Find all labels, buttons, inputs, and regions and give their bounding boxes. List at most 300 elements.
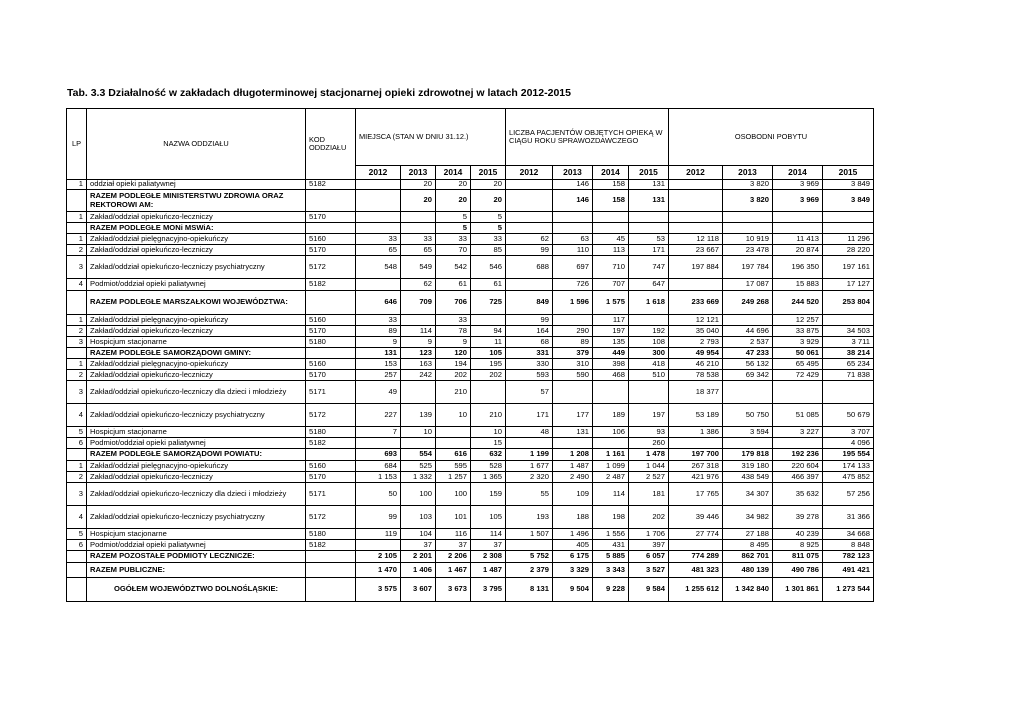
cell-value: 57 256 <box>823 483 874 506</box>
cell-value <box>506 180 553 190</box>
cell-value: 194 <box>436 359 471 370</box>
cell-lp: 2 <box>67 472 87 483</box>
cell-value: 1 153 <box>356 472 401 483</box>
cell-value: 7 <box>356 427 401 438</box>
header-miejsca: MIEJSCA (STAN W DNIU 31.12.) <box>356 109 506 166</box>
cell-value <box>471 315 506 326</box>
cell-value: 18 377 <box>669 381 723 404</box>
cell-value: 5 <box>436 223 471 234</box>
cell-name: Podmiot/oddział opieki paliatywnej <box>87 279 306 291</box>
cell-value <box>471 381 506 404</box>
header-osobodni: OSOBODNI POBYTU <box>669 109 874 166</box>
cell-value: 706 <box>436 291 471 315</box>
cell-value <box>401 381 436 404</box>
cell-name: RAZEM PODLEGŁE MONi MSWiA: <box>87 223 306 234</box>
cell-value <box>553 223 593 234</box>
table-row <box>67 370 874 381</box>
cell-value: 5 885 <box>593 551 629 563</box>
year-header-cell: 2014 <box>436 166 471 180</box>
cell-value: 632 <box>471 449 506 461</box>
cell-value: 260 <box>629 438 669 449</box>
cell-lp: 5 <box>67 427 87 438</box>
cell-name: Zakład/oddział pielęgnacyjno-opiekuńczy <box>87 359 306 370</box>
cell-value: 12 257 <box>773 315 823 326</box>
cell-value: 35 632 <box>773 483 823 506</box>
cell-value: 181 <box>629 483 669 506</box>
cell-value: 192 236 <box>773 449 823 461</box>
cell-value: 23 478 <box>723 245 773 256</box>
cell-value: 1 365 <box>471 472 506 483</box>
cell-value: 449 <box>593 348 629 359</box>
table-row <box>67 404 874 427</box>
cell-value: 782 123 <box>823 551 874 563</box>
cell-value: 202 <box>471 370 506 381</box>
cell-kod <box>306 348 356 359</box>
cell-value: 53 189 <box>669 404 723 427</box>
year-header-cell: 2012 <box>669 166 723 180</box>
cell-value: 397 <box>629 540 669 551</box>
cell-value: 197 700 <box>669 449 723 461</box>
cell-value: 109 <box>553 483 593 506</box>
cell-value: 196 350 <box>773 256 823 279</box>
cell-value <box>823 212 874 223</box>
cell-value <box>553 212 593 223</box>
cell-name: oddział opieki paliatywnej <box>87 180 306 190</box>
summary-row <box>67 348 874 359</box>
cell-value: 53 <box>629 234 669 245</box>
cell-value: 195 554 <box>823 449 874 461</box>
summary-row <box>67 551 874 563</box>
cell-value: 9 <box>401 337 436 348</box>
year-header-cell: 2012 <box>356 166 401 180</box>
table-row <box>67 483 874 506</box>
data-table <box>66 108 874 602</box>
cell-value: 725 <box>471 291 506 315</box>
cell-lp: 4 <box>67 404 87 427</box>
cell-value: 159 <box>471 483 506 506</box>
cell-value: 1 507 <box>506 529 553 540</box>
cell-value: 27 188 <box>723 529 773 540</box>
cell-value <box>723 315 773 326</box>
cell-value: 33 <box>471 234 506 245</box>
cell-value: 774 289 <box>669 551 723 563</box>
cell-value: 153 <box>356 359 401 370</box>
cell-value: 593 <box>506 370 553 381</box>
cell-value: 2 105 <box>356 551 401 563</box>
cell-value: 33 <box>401 234 436 245</box>
cell-value <box>773 212 823 223</box>
cell-kod <box>306 563 356 578</box>
cell-value: 1 596 <box>553 291 593 315</box>
cell-value: 20 <box>401 190 436 212</box>
cell-lp: 4 <box>67 506 87 529</box>
cell-value <box>723 223 773 234</box>
cell-name: Zakład/oddział opiekuńczo-leczniczy <box>87 212 306 223</box>
cell-value: 89 <box>553 337 593 348</box>
cell-value: 37 <box>401 540 436 551</box>
cell-name: Hospicjum stacjonarne <box>87 529 306 540</box>
cell-value: 267 318 <box>669 461 723 472</box>
cell-value: 9 <box>356 337 401 348</box>
cell-value: 78 <box>436 326 471 337</box>
cell-kod <box>306 190 356 212</box>
cell-value: 6 175 <box>553 551 593 563</box>
cell-kod: 5172 <box>306 404 356 427</box>
cell-value: 65 234 <box>823 359 874 370</box>
cell-name: RAZEM PODLEGŁE MINISTERSTWU ZDROWIA ORAZ REKTOROWI AM: <box>87 190 306 212</box>
table-row <box>67 506 874 529</box>
cell-value: 192 <box>629 326 669 337</box>
cell-value: 99 <box>506 315 553 326</box>
cell-value <box>436 427 471 438</box>
cell-value <box>669 438 723 449</box>
year-header-cell: 2014 <box>773 166 823 180</box>
cell-value: 3 227 <box>773 427 823 438</box>
cell-value: 3 527 <box>629 563 669 578</box>
cell-value: 106 <box>593 427 629 438</box>
cell-value: 319 180 <box>723 461 773 472</box>
year-header-cell: 2015 <box>823 166 874 180</box>
table-row <box>67 180 874 190</box>
cell-value: 33 <box>436 234 471 245</box>
cell-value: 249 268 <box>723 291 773 315</box>
cell-value: 33 <box>436 315 471 326</box>
cell-value <box>553 315 593 326</box>
cell-value: 171 <box>629 245 669 256</box>
cell-value: 8 848 <box>823 540 874 551</box>
cell-value: 146 <box>553 190 593 212</box>
year-header-cell: 2015 <box>471 166 506 180</box>
year-header-cell: 2013 <box>553 166 593 180</box>
cell-value: 197 784 <box>723 256 773 279</box>
cell-value <box>506 540 553 551</box>
cell-value: 50 <box>356 483 401 506</box>
cell-lp: 3 <box>67 256 87 279</box>
cell-value <box>593 212 629 223</box>
cell-value: 163 <box>401 359 436 370</box>
cell-value: 56 132 <box>723 359 773 370</box>
cell-value: 6 057 <box>629 551 669 563</box>
cell-value: 510 <box>629 370 669 381</box>
table-row <box>67 529 874 540</box>
cell-value <box>669 223 723 234</box>
cell-value: 44 696 <box>723 326 773 337</box>
cell-name: Zakład/oddział opiekuńczo-leczniczy <box>87 370 306 381</box>
cell-lp: 5 <box>67 529 87 540</box>
cell-value: 50 679 <box>823 404 874 427</box>
cell-value: 468 <box>593 370 629 381</box>
cell-value: 220 604 <box>773 461 823 472</box>
cell-value: 3 673 <box>436 578 471 602</box>
cell-value: 1 257 <box>436 472 471 483</box>
cell-value: 179 818 <box>723 449 773 461</box>
cell-kod: 5180 <box>306 337 356 348</box>
cell-value: 94 <box>471 326 506 337</box>
cell-value <box>593 223 629 234</box>
cell-value: 116 <box>436 529 471 540</box>
cell-value: 549 <box>401 256 436 279</box>
cell-value: 1 478 <box>629 449 669 461</box>
cell-value: 47 233 <box>723 348 773 359</box>
cell-value: 171 <box>506 404 553 427</box>
cell-value <box>629 223 669 234</box>
cell-value: 11 413 <box>773 234 823 245</box>
cell-value: 68 <box>506 337 553 348</box>
cell-value: 100 <box>401 483 436 506</box>
year-header-cell: 2014 <box>593 166 629 180</box>
cell-kod: 5180 <box>306 529 356 540</box>
cell-value: 188 <box>553 506 593 529</box>
cell-value: 688 <box>506 256 553 279</box>
cell-value: 726 <box>553 279 593 291</box>
cell-name: Zakład/oddział pielęgnacyjno-opiekuńczy <box>87 315 306 326</box>
cell-value: 39 278 <box>773 506 823 529</box>
cell-value <box>401 223 436 234</box>
cell-value: 93 <box>629 427 669 438</box>
cell-value: 1 487 <box>553 461 593 472</box>
cell-name: Hospicjum stacjonarne <box>87 337 306 348</box>
table-row <box>67 326 874 337</box>
cell-value: 3 849 <box>823 180 874 190</box>
cell-value: 1 301 861 <box>773 578 823 602</box>
cell-value: 646 <box>356 291 401 315</box>
cell-value: 34 982 <box>723 506 773 529</box>
cell-value: 38 214 <box>823 348 874 359</box>
cell-value: 257 <box>356 370 401 381</box>
cell-value <box>506 223 553 234</box>
cell-value <box>401 212 436 223</box>
summary-row <box>67 291 874 315</box>
cell-value: 3 969 <box>773 180 823 190</box>
cell-value: 3 594 <box>723 427 773 438</box>
cell-value: 849 <box>506 291 553 315</box>
cell-value: 158 <box>593 180 629 190</box>
cell-value <box>823 223 874 234</box>
cell-value: 114 <box>471 529 506 540</box>
cell-name: Zakład/oddział opiekuńczo-leczniczy dla dzieci i młodzieży <box>87 483 306 506</box>
cell-value: 1 044 <box>629 461 669 472</box>
cell-value: 113 <box>593 245 629 256</box>
cell-name: Zakład/oddział opiekuńczo-leczniczy psychiatryczny <box>87 404 306 427</box>
cell-value: 2 308 <box>471 551 506 563</box>
cell-value: 35 040 <box>669 326 723 337</box>
cell-value: 146 <box>553 180 593 190</box>
cell-value: 20 <box>401 180 436 190</box>
cell-kod: 5170 <box>306 472 356 483</box>
cell-value: 62 <box>401 279 436 291</box>
cell-value: 33 <box>356 234 401 245</box>
cell-value: 65 <box>356 245 401 256</box>
cell-value: 3 707 <box>823 427 874 438</box>
cell-name: Hospicjum stacjonarne <box>87 427 306 438</box>
cell-name: Zakład/oddział pielęgnacyjno-opiekuńczy <box>87 234 306 245</box>
cell-value: 55 <box>506 483 553 506</box>
cell-value: 542 <box>436 256 471 279</box>
header-pacjenci: LICZBA PACJENTÓW OBJĘTYCH OPIEKĄ W CIĄGU ROKU SPRAWOZDAWCZEGO <box>506 109 669 166</box>
cell-value <box>356 223 401 234</box>
cell-value: 99 <box>506 245 553 256</box>
cell-value: 11 296 <box>823 234 874 245</box>
cell-value <box>356 190 401 212</box>
cell-value: 119 <box>356 529 401 540</box>
cell-value: 1 332 <box>401 472 436 483</box>
cell-lp: 1 <box>67 180 87 190</box>
cell-value: 101 <box>436 506 471 529</box>
table-row <box>67 337 874 348</box>
cell-name: Zakład/oddział pielęgnacyjno-opiekuńczy <box>87 461 306 472</box>
cell-value <box>773 223 823 234</box>
cell-name: Zakład/oddział opiekuńczo-leczniczy <box>87 245 306 256</box>
cell-value <box>436 438 471 449</box>
cell-kod: 5170 <box>306 245 356 256</box>
cell-value <box>723 438 773 449</box>
table-row <box>67 245 874 256</box>
cell-value: 17 765 <box>669 483 723 506</box>
cell-value: 697 <box>553 256 593 279</box>
cell-value: 1 556 <box>593 529 629 540</box>
cell-value: 310 <box>553 359 593 370</box>
cell-value: 197 161 <box>823 256 874 279</box>
cell-kod: 5170 <box>306 212 356 223</box>
cell-value: 9 228 <box>593 578 629 602</box>
cell-lp: 1 <box>67 234 87 245</box>
cell-value: 105 <box>471 506 506 529</box>
header-kod: KOD ODDZIAŁU <box>306 109 356 180</box>
cell-value: 1 706 <box>629 529 669 540</box>
cell-lp: 2 <box>67 370 87 381</box>
cell-value: 20 <box>471 190 506 212</box>
cell-value <box>593 438 629 449</box>
cell-value: 490 786 <box>773 563 823 578</box>
cell-value: 20 <box>471 180 506 190</box>
cell-value <box>669 540 723 551</box>
cell-value: 331 <box>506 348 553 359</box>
year-header-cell: 2013 <box>401 166 436 180</box>
cell-lp: 2 <box>67 245 87 256</box>
cell-value: 2 490 <box>553 472 593 483</box>
cell-value: 1 386 <box>669 427 723 438</box>
cell-value: 139 <box>401 404 436 427</box>
cell-value: 71 838 <box>823 370 874 381</box>
cell-value: 4 096 <box>823 438 874 449</box>
header-lp: LP <box>67 109 87 180</box>
cell-value <box>356 212 401 223</box>
cell-value: 5 <box>436 212 471 223</box>
cell-value <box>773 381 823 404</box>
cell-value: 78 538 <box>669 370 723 381</box>
cell-value: 684 <box>356 461 401 472</box>
cell-kod <box>306 449 356 461</box>
cell-value: 8 925 <box>773 540 823 551</box>
cell-value: 418 <box>629 359 669 370</box>
cell-value: 197 <box>593 326 629 337</box>
cell-lp: 3 <box>67 381 87 404</box>
cell-name: Zakład/oddział opiekuńczo-leczniczy <box>87 472 306 483</box>
cell-lp <box>67 348 87 359</box>
cell-value: 210 <box>436 381 471 404</box>
cell-value: 528 <box>471 461 506 472</box>
cell-name: Podmiot/oddział opieki paliatywnej <box>87 438 306 449</box>
cell-lp: 3 <box>67 337 87 348</box>
cell-value <box>669 279 723 291</box>
cell-kod: 5160 <box>306 315 356 326</box>
cell-value: 39 446 <box>669 506 723 529</box>
cell-value: 244 520 <box>773 291 823 315</box>
cell-value: 193 <box>506 506 553 529</box>
cell-value: 131 <box>629 190 669 212</box>
cell-value: 1 496 <box>553 529 593 540</box>
cell-value: 253 804 <box>823 291 874 315</box>
table-row <box>67 256 874 279</box>
cell-value: 290 <box>553 326 593 337</box>
cell-value: 590 <box>553 370 593 381</box>
cell-value: 69 342 <box>723 370 773 381</box>
cell-value: 2 206 <box>436 551 471 563</box>
cell-lp <box>67 190 87 212</box>
cell-value <box>506 212 553 223</box>
cell-value: 2 793 <box>669 337 723 348</box>
cell-kod: 5172 <box>306 256 356 279</box>
cell-value: 438 549 <box>723 472 773 483</box>
cell-value: 710 <box>593 256 629 279</box>
cell-lp: 6 <box>67 540 87 551</box>
cell-value <box>629 315 669 326</box>
table-row <box>67 234 874 245</box>
cell-value: 707 <box>593 279 629 291</box>
cell-value: 811 075 <box>773 551 823 563</box>
cell-value: 233 669 <box>669 291 723 315</box>
cell-value <box>669 212 723 223</box>
cell-lp <box>67 449 87 461</box>
table-row <box>67 279 874 291</box>
cell-value: 616 <box>436 449 471 461</box>
cell-name: RAZEM PODLEGŁE MARSZAŁKOWI WOJEWÓDZTWA: <box>87 291 306 315</box>
cell-name: Zakład/oddział opiekuńczo-leczniczy psychiatryczny <box>87 506 306 529</box>
cell-value: 195 <box>471 359 506 370</box>
cell-value: 45 <box>593 234 629 245</box>
cell-value: 105 <box>471 348 506 359</box>
cell-name: Zakład/oddział opiekuńczo-leczniczy <box>87 326 306 337</box>
cell-value: 747 <box>629 256 669 279</box>
cell-value <box>553 438 593 449</box>
cell-kod: 5182 <box>306 540 356 551</box>
cell-value <box>823 381 874 404</box>
cell-value: 198 <box>593 506 629 529</box>
cell-lp: 6 <box>67 438 87 449</box>
cell-kod <box>306 578 356 602</box>
cell-value: 40 239 <box>773 529 823 540</box>
header-name: NAZWA ODDZIAŁU <box>87 109 306 180</box>
cell-kod: 5182 <box>306 438 356 449</box>
cell-value: 1 255 612 <box>669 578 723 602</box>
cell-value: 100 <box>436 483 471 506</box>
cell-kod: 5172 <box>306 506 356 529</box>
cell-lp: 1 <box>67 315 87 326</box>
cell-value <box>506 438 553 449</box>
cell-value: 466 397 <box>773 472 823 483</box>
cell-value: 62 <box>506 234 553 245</box>
summary-row <box>67 449 874 461</box>
cell-value <box>629 381 669 404</box>
cell-value: 15 <box>471 438 506 449</box>
table-title: Tab. 3.3 Działalność w zakładach długoterminowej stacjonarnej opieki zdrowotnej w latach 2012-2015 <box>67 87 571 99</box>
cell-value: 1 467 <box>436 563 471 578</box>
cell-value: 61 <box>436 279 471 291</box>
cell-value <box>723 212 773 223</box>
cell-lp: 1 <box>67 212 87 223</box>
cell-value: 3 575 <box>356 578 401 602</box>
cell-value <box>401 315 436 326</box>
